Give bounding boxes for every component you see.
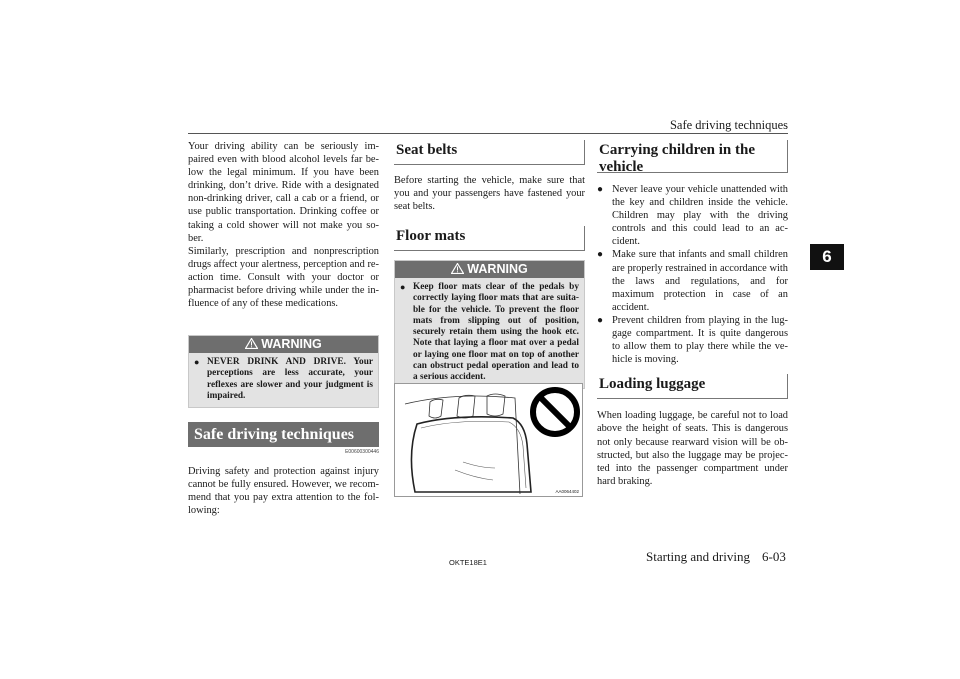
carrying-children-heading: Carrying children in the vehicle — [597, 140, 788, 173]
bullet-icon: ● — [597, 184, 604, 195]
bullet-icon: ● — [597, 249, 604, 261]
seat-belts-heading: Seat belts — [394, 140, 585, 165]
loading-luggage-heading: Loading luggage — [597, 374, 788, 399]
document-code: OKTE18E1 — [449, 558, 487, 567]
alcohol-paragraph: Your driving ability can be seriously impaired even with blood alcohol levels far below the legal minimum. If you have been drinking, don’t drive. Ride with a designated non-drinking driver, call a cab or a friend, or use public transportation. Drinking coffee or taking a cold shower will not make you sober. — [188, 141, 379, 244]
section-heading: Safe driving techniques — [188, 422, 379, 447]
warning-triangle-icon — [245, 337, 258, 354]
luggage-paragraph: When loading luggage, be careful not to load above the height of seats. This is dangerous not only because rearward vision will be obstructed, but also the luggage may be projected into the passenger compartment under hard braking. — [597, 410, 788, 487]
bullet-icon: ● — [597, 314, 604, 326]
bullet-icon: ● — [400, 282, 406, 293]
drink-drive-warning — [188, 335, 379, 408]
list-item: ● Never leave your vehicle unattended with the key and children inside the vehicle. Children may play with the driving controls and this could lead to an accident. — [597, 184, 788, 248]
seat-belts-paragraph: Before starting the vehicle, make sure that you and your passengers have fastened your seat belts. — [394, 175, 585, 213]
warning-text: NEVER DRINK AND DRIVE. Your perceptions are less accurate, your reflexes are slower and your judgment is impaired. — [207, 357, 373, 401]
children-bullet-list — [597, 183, 788, 366]
running-header-title: Safe driving techniques — [669, 118, 788, 132]
floor-mat-illustration — [394, 383, 583, 497]
warning-text: Keep floor mats clear of the pedals by correctly laying floor mats that are suitable for the vehicle. To prevent the floor mats from slipping out of position, securely retain them using the hook etc. Note that laying a floor mat over a pedal or laying one floor mat on top of another can obstruct pedal operation and lead to a serious accident. — [413, 282, 579, 382]
figure-code: AA0064402 — [555, 489, 579, 494]
column-3 — [597, 140, 788, 488]
warning-label: WARNING — [261, 337, 322, 352]
bullet-icon: ● — [194, 357, 200, 368]
chapter-tab: 6 — [810, 244, 844, 270]
list-item: ● Prevent children from playing in the luggage compartment. It is quite dangerous to allow them to play there while the vehicle is moving. — [597, 314, 788, 366]
floor-mat-drawing — [395, 384, 582, 496]
warning-label: WARNING — [467, 262, 528, 277]
intro-paragraph: Driving safety and protection against injury cannot be fully ensured. However, we recommend that you pay extra attention to the following: — [188, 466, 379, 517]
drugs-paragraph: Similarly, prescription and nonprescription drugs affect your alertness, perception and reaction time. Consult with your doctor or pharmacist before driving while under the influence of any of these medications. — [188, 245, 379, 310]
warning-header — [189, 336, 378, 353]
header-rule — [188, 133, 788, 134]
footer-section: Starting and driving — [646, 549, 750, 564]
column-2 — [394, 140, 585, 389]
warning-triangle-icon — [451, 262, 464, 279]
column-1 — [188, 140, 379, 517]
list-item: ● Make sure that infants and small children are properly restrained in accordance with the laws and regulations, and for maximum protection in case of an accident. — [597, 249, 788, 313]
warning-header — [395, 261, 584, 278]
section-code: E00600300446 — [345, 449, 379, 456]
floor-mat-warning — [394, 260, 585, 389]
page-number: 6-03 — [762, 549, 786, 564]
floor-mats-heading: Floor mats — [394, 226, 585, 251]
